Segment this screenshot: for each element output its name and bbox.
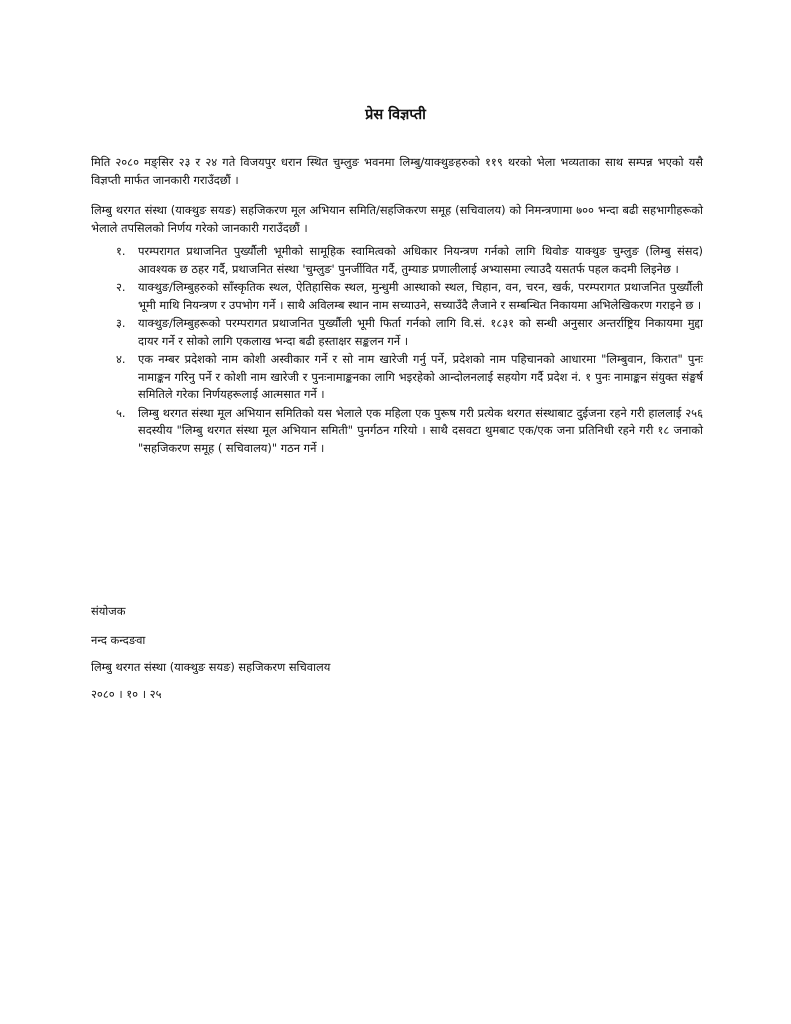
document-date: २०८० । १० । २५ — [91, 687, 162, 701]
decision-item — [91, 351, 703, 404]
document-title: प्रेस विज्ञप्ती — [365, 106, 426, 123]
decision-item — [91, 279, 703, 314]
decision-text: याक्थुङ/लिम्बुहरूको परम्परागत प्रथाजनित पुर्ख्यौली भूमी फिर्ता गर्नको लागि वि.सं. १८३१ को सन्धी अनुसार अन्तर्राष्ट्रिय निकायमा मुद्दा दायर गर्ने र सोको लागि एकलाख भन्दा बढी हस्ताक्षर सङ्कलन गर्ने । — [138, 316, 703, 348]
signatory-role: संयोजक — [91, 604, 126, 618]
signatory-organization: लिम्बु थरगत संस्था (याक्थुङ सयङ) सहजिकरण सचिवालय — [91, 660, 331, 674]
decision-text: परम्परागत प्रथाजनित पुर्ख्यौली भूमीको सामूहिक स्वामित्वको अधिकार नियन्त्रण गर्नको लागि थिवोङ याक्थुङ चुम्लुङ (लिम्बु संसद) आवश्यक छ ठहर गर्दै, प्रथाजनित संस्था 'चुम्लुङ' पुनर्जीवित गर्दै, तुम्याङ प्रणालीलाई अभ्यासमा ल्याउदै यसतर्फ पहल कदमी लिइनेछ । — [138, 244, 703, 276]
decision-number: २. — [116, 280, 126, 294]
decision-text: लिम्बु थरगत संस्था मूल अभियान समितिको यस भेलाले एक महिला एक पुरूष गरी प्रत्येक थरगत संस्थाबाट दुईजना रहने गरी हाललाई २५६ सदस्यीय "लिम्बु थरगत संस्था मूल अभियान समिती" पुनर्गठन गरियो । साथै दसवटा थुमबाट एक/एक जना प्रतिनिधी रहने गरी १८ जनाको "सहजिकरण समूह ( सचिवालय)" गठन गर्ने । — [138, 405, 703, 455]
decision-item — [91, 243, 703, 278]
decision-item — [91, 315, 703, 350]
signatory-name: नन्द कन्दङवा — [91, 633, 146, 647]
decision-number: ३. — [116, 316, 126, 330]
decision-number: ५. — [116, 405, 126, 420]
decision-list — [91, 243, 703, 458]
decision-number: १. — [116, 244, 126, 258]
decision-intro-paragraph: लिम्बु थरगत संस्था (याक्थुङ सयङ) सहजिकरण मूल अभियान समिति/सहजिकरण समूह (सचिवालय) को निमन्त्रणामा ७०० भन्दा बढी सहभागीहरूको भेलाले तपसिलको निर्णय गरेको जानकारी गराउँदछौं । — [91, 203, 703, 235]
decision-text: एक नम्बर प्रदेशको नाम कोशी अस्वीकार गर्ने र सो नाम खारेजी गर्नु पर्ने, प्रदेशको नाम पहिचानको आधारमा "लिम्बुवान, किरात" पुनः नामाङ्कन गरिनु पर्ने र कोशी नाम खारेजी र पुनःनामाङ्कनका लागि भइरहेको आन्दोलनलाई सहयोग गर्दै प्रदेश नं. १ पुनः नामाङ्कन संयुक्त संङ्घर्ष समितिले गरेका निर्णयहरूलाई आत्मसात गर्ने । — [138, 352, 703, 401]
decision-item — [91, 405, 703, 458]
decision-text: याक्थुङ/लिम्बुहरुको साँस्कृतिक स्थल, ऐतिहासिक स्थल, मुन्धुमी आस्थाको स्थल, चिहान, वन, चरन, खर्क, परम्परागत प्रथाजनित पुर्ख्यौली भूमी माथि नियन्त्रण र उपभोग गर्ने । साथै अविलम्ब स्थान नाम सच्याउने, सच्याउँदै लैजाने र सम्बन्धित निकायमा अभिलेखिकरण गराइने छ । — [138, 280, 703, 312]
intro-paragraph: मिति २०८० मङ्सिर २३ र २४ गते विजयपुर धरान स्थित चुम्लुङ भवनमा लिम्बु/याक्थुङहरुको ११९ थरको भेला भव्यताका साथ सम्पन्न भएको यसै विज्ञप्ती मार्फत जानकारी गराउँदछौं । — [91, 155, 703, 187]
decision-number: ४. — [116, 352, 126, 366]
